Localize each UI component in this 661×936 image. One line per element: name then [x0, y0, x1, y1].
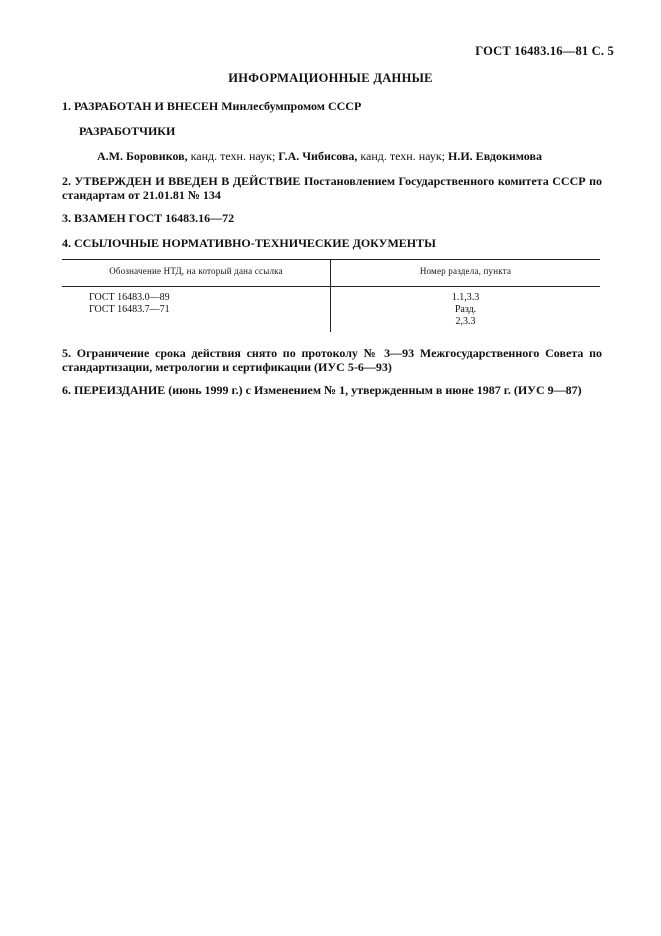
document-title: ИНФОРМАЦИОННЫЕ ДАННЫЕ: [228, 71, 433, 85]
table-header-section: Номер раздела, пункта: [419, 266, 512, 276]
table-cell-document: ГОСТ 16483.0—89: [89, 292, 170, 303]
item-1: [62, 99, 602, 113]
item-2-lead: УТВЕРЖДЕН И ВВЕДЕН В ДЕЙСТВИЕ: [74, 174, 301, 188]
table-cell-section: Разд.: [454, 304, 477, 315]
developers-list: [97, 149, 542, 164]
table-header-rule: [62, 286, 600, 287]
item-2-number: 2.: [62, 174, 71, 188]
item-1-text: РАЗРАБОТАН И ВНЕСЕН Минлесбумпромом СССР: [74, 99, 362, 113]
item-4-number: 4.: [62, 236, 71, 250]
table-cell-section: 2,3.3: [455, 316, 476, 327]
item-4-text: ССЫЛОЧНЫЕ НОРМАТИВНО-ТЕХНИЧЕСКИЕ ДОКУМЕНТЫ: [74, 236, 436, 250]
table-cell-document: ГОСТ 16483.7—71: [89, 304, 170, 315]
item-2-text: Постановлением Государственного комитета СССР по стандартам от 21.01.81 № 134: [62, 174, 603, 202]
table-column-documents: [89, 292, 170, 316]
page-header: ГОСТ 16483.16—81 С. 5: [475, 44, 614, 58]
item-3-text: ВЗАМЕН ГОСТ 16483.16—72: [74, 211, 235, 225]
references-table: [62, 259, 600, 332]
item-3: [62, 211, 602, 225]
developer-degree: канд. техн. наук;: [357, 149, 449, 163]
table-header-document: Обозначение НТД, на который дана ссылка: [109, 266, 283, 276]
table-cell-section: 1.1,3.3: [451, 292, 480, 303]
item-6: [62, 383, 602, 397]
developers-heading: РАЗРАБОТЧИКИ: [79, 124, 176, 138]
developer-degree: канд. техн. наук;: [187, 149, 279, 163]
item-3-number: 3.: [62, 211, 71, 225]
developer-name: Н.И. Евдокимова: [448, 149, 542, 163]
table-top-rule: [62, 259, 600, 260]
item-5: [62, 346, 602, 374]
item-5-number: 5.: [62, 346, 71, 360]
item-1-number: 1.: [62, 99, 71, 113]
item-2: [62, 174, 602, 202]
developer-name: Г.А. Чибисова,: [278, 149, 358, 163]
item-5-text: Ограничение срока действия снято по протоколу № 3—93 Межгосударственного Совета по стандартизации, метрологии и сертификации (ИУС 5-6—93): [62, 346, 602, 374]
developer-name: А.М. Боровиков,: [97, 149, 188, 163]
item-6-number: 6.: [62, 383, 71, 397]
item-4: [62, 236, 602, 250]
item-6-text: ПЕРЕИЗДАНИЕ (июнь 1999 г.) с Изменением № 1, утвержденным в июне 1987 г. (ИУС 9—87): [74, 383, 582, 397]
table-column-sections: [331, 292, 600, 328]
